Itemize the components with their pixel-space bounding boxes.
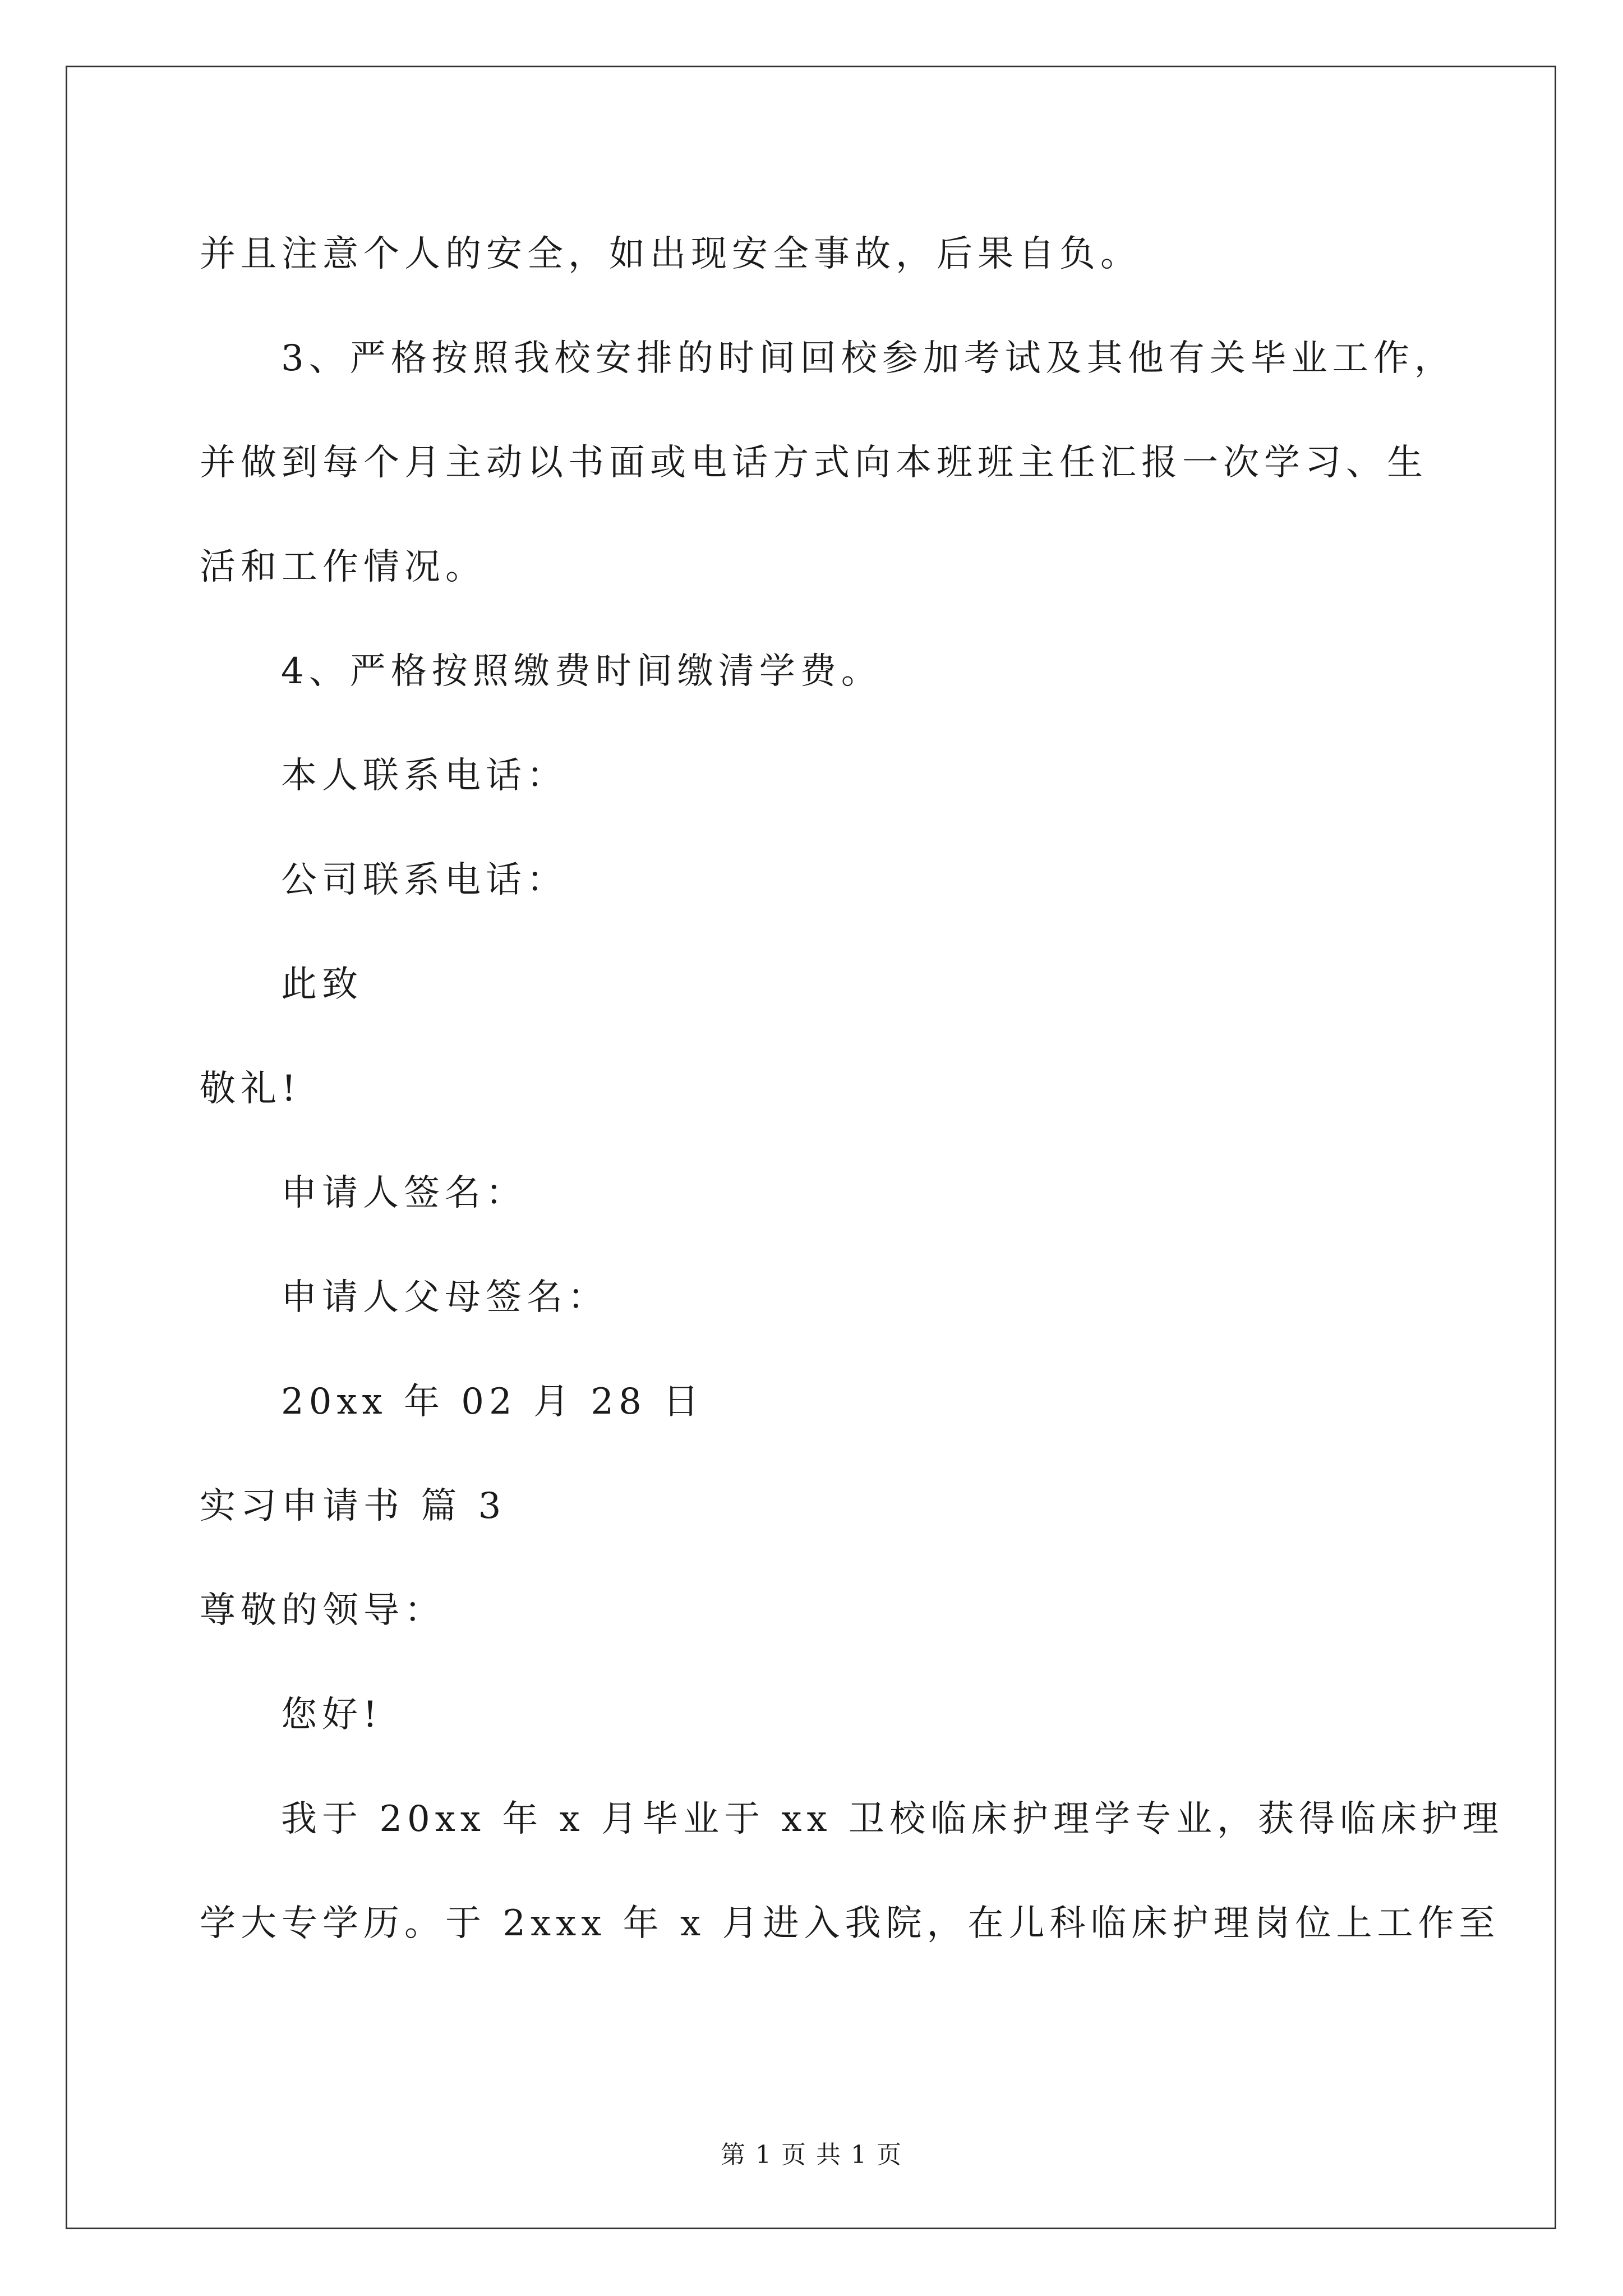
greeting: 您好! bbox=[281, 1694, 382, 1736]
text-line-4: 活和工作情况。 bbox=[200, 546, 486, 588]
page-number-footer: 第 1 页 共 1 页 bbox=[721, 2141, 902, 2169]
closing-jingli: 敬礼! bbox=[200, 1068, 301, 1110]
text-line-2: 3、严格按照我校安排的时间回校参加考试及其他有关毕业工作， bbox=[281, 338, 1455, 379]
text-line-5: 4、严格按照缴费时间缴清学费。 bbox=[281, 651, 882, 692]
text-line-1: 并且注意个人的安全，如出现安全事故，后果自负。 bbox=[200, 233, 1141, 275]
contact-phone-company: 公司联系电话： bbox=[281, 859, 568, 901]
contact-phone-self: 本人联系电话： bbox=[281, 755, 568, 797]
closing-zhizhi: 此致 bbox=[281, 964, 363, 1005]
body-line-1: 我于 20xx 年 x 月毕业于 xx 卫校临床护理学专业，获得临床护理 bbox=[281, 1798, 1504, 1840]
body-line-2: 学大专学历。于 2xxx 年 x 月进入我院，在儿科临床护理岗位上工作至 bbox=[200, 1903, 1500, 1944]
salutation: 尊敬的领导： bbox=[200, 1590, 445, 1631]
applicant-signature: 申请人签名： bbox=[281, 1172, 527, 1214]
parent-signature: 申请人父母签名： bbox=[281, 1277, 608, 1318]
section-heading: 实习申请书 篇 3 bbox=[200, 1485, 506, 1527]
text-line-3: 并做到每个月主动以书面或电话方式向本班班主任汇报一次学习、生 bbox=[200, 442, 1428, 484]
date-line: 20xx 年 02 月 28 日 bbox=[281, 1381, 704, 1423]
